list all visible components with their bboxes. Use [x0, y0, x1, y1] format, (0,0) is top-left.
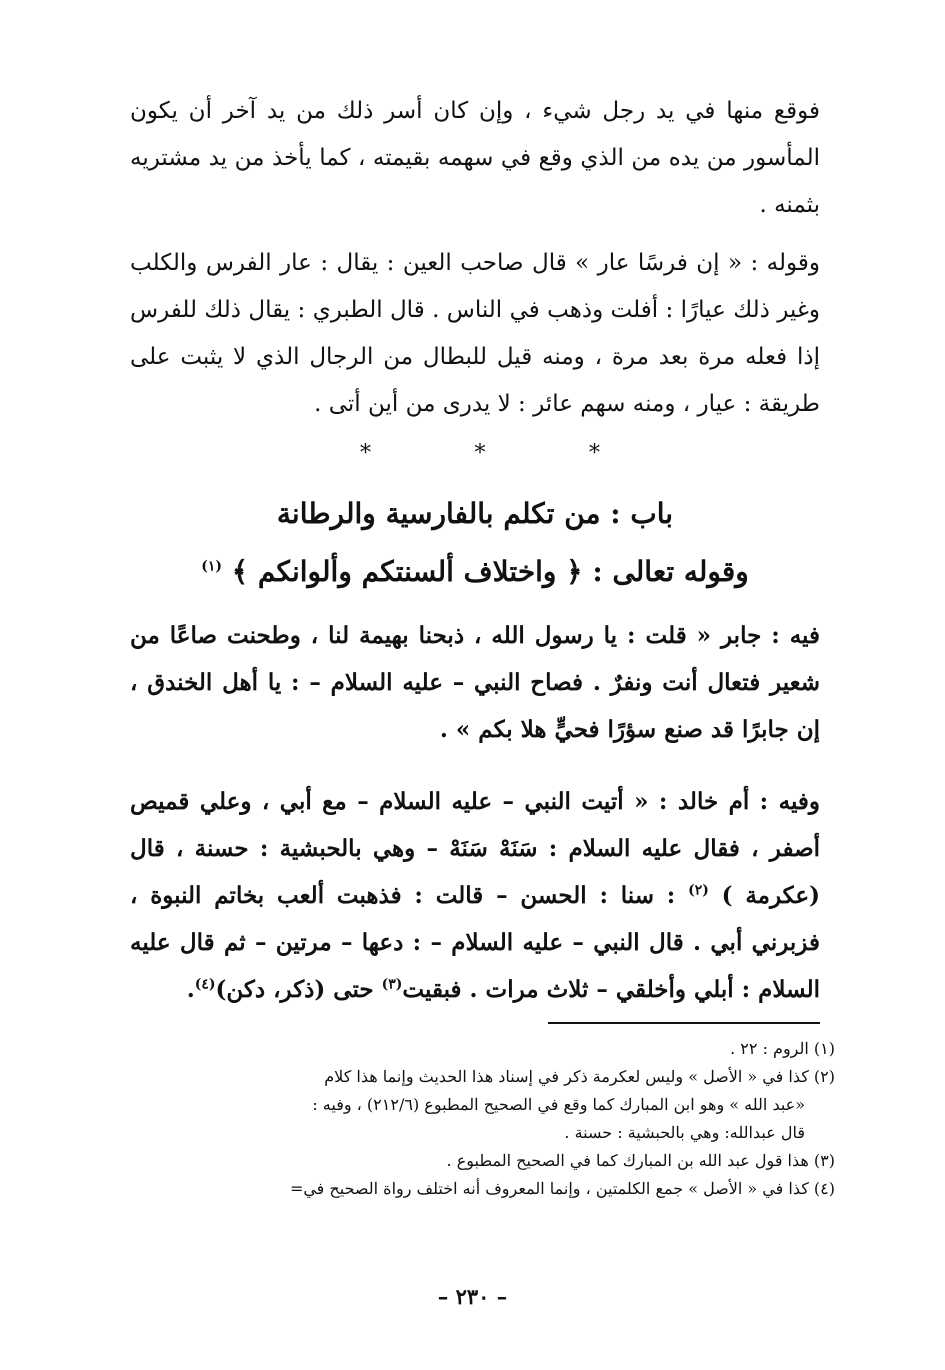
footnote-ref-2: (٢): [688, 882, 709, 899]
asterisk-ornament: *: [589, 441, 600, 466]
hadith-text-part: حتى (ذكر، دكن): [215, 976, 382, 1003]
footnote-3: (٣) هذا قول عبد الله بن المبارك كما في الصحيح المطبوع .: [446, 1151, 835, 1170]
paragraph-horse-wording: وقوله : « إن فرسًا عار » قال صاحب العين : يقال : عار الفرس والكلب وغير ذلك عيارًا : أفلت وذهب في الناس . قال الطبري : يقال ذلك للفرس إذا فعله مرة بعد مرة ، ومنه قيل للبطال من الرجال الذي لا يثبت على طريقة : عيار ، ومنه سهم عائر : لا يدرى من أين أتى .: [130, 250, 820, 417]
hadith-umm-khalid: [130, 778, 820, 1013]
verse-text: وقوله تعالى : ﴿ واختلاف ألسنتكم وألوانكم ﴾: [221, 555, 749, 588]
asterisk-ornament: *: [360, 441, 371, 466]
verse-heading: [130, 550, 820, 594]
footnote-4: (٤) كذا في « الأصل » جمع الكلمتين ، وإنما المعروف أنه اختلف رواة الصحيح في=: [289, 1179, 835, 1198]
footnote-ref-4: (٤): [194, 976, 216, 993]
footnote-ref-1: (١): [201, 558, 222, 575]
asterisk-ornament: *: [474, 441, 486, 466]
footnote-2-continuation: قال عبدالله: وهي بالحبشية : حسنة .: [564, 1123, 805, 1142]
hadith-text-part: : سنا : الحسن – قالت : فذهبت ألعب بخاتم النبوة ، فزبرني أبي . قال النبي – عليه السلام – : دعها – مرتين – ثم قال عليه السلام : أبلي وأخلقي – ثلاث مرات . فبقيت: [130, 882, 820, 1003]
hadith-jabir: فيه : جابر « قلت : يا رسول الله ، ذبحنا بهيمة لنا ، وطحنت صاعًا من شعير فتعال أنت ونفرٌ . فصاح النبي – عليه السلام – : يا أهل الخندق ، إن جابرًا قد صنع سؤرًا فحيٍّ هلا بكم » .: [130, 622, 820, 743]
section-break: [360, 442, 600, 466]
footnotes: [130, 1035, 835, 1203]
page-number: – ٢٣٠ –: [437, 1284, 508, 1309]
footnote-ref-3: (٣): [381, 976, 403, 993]
footnote-2: (٢) كذا في « الأصل » وليس لعكرمة ذكر في إسناد هذا الحديث وإنما هذا كلام: [324, 1067, 835, 1086]
footnote-2-continuation: «عبد الله » وهو ابن المبارك كما وقع في الصحيح المطبوع (٢١٢/٦) ، وفيه :: [312, 1095, 805, 1114]
hadith-text-part: .: [186, 976, 195, 1003]
chapter-heading: باب : من تكلم بالفارسية والرطانة: [276, 497, 674, 530]
footnote-separator: [548, 1022, 820, 1024]
footnote-1: (١) الروم : ٢٢ .: [730, 1039, 835, 1058]
hadith-text-part: وفيه : أم خالد : « أتيت النبي – عليه السلام – مع أبي ، وعلي قميص أصفر ، فقال عليه السلام : سَنَهْ سَنَهْ – وهي بالحبشية : حسنة ، قال (عكرمة ): [130, 788, 820, 909]
paragraph-captured-property: فوقع منها في يد رجل شيء ، وإن كان أسر ذلك من يد آخر أن يكون المأسور من يده من الذي وقع في سهمه بقيمته ، كما يأخذ من يد مشتريه بثمنه .: [130, 98, 820, 218]
